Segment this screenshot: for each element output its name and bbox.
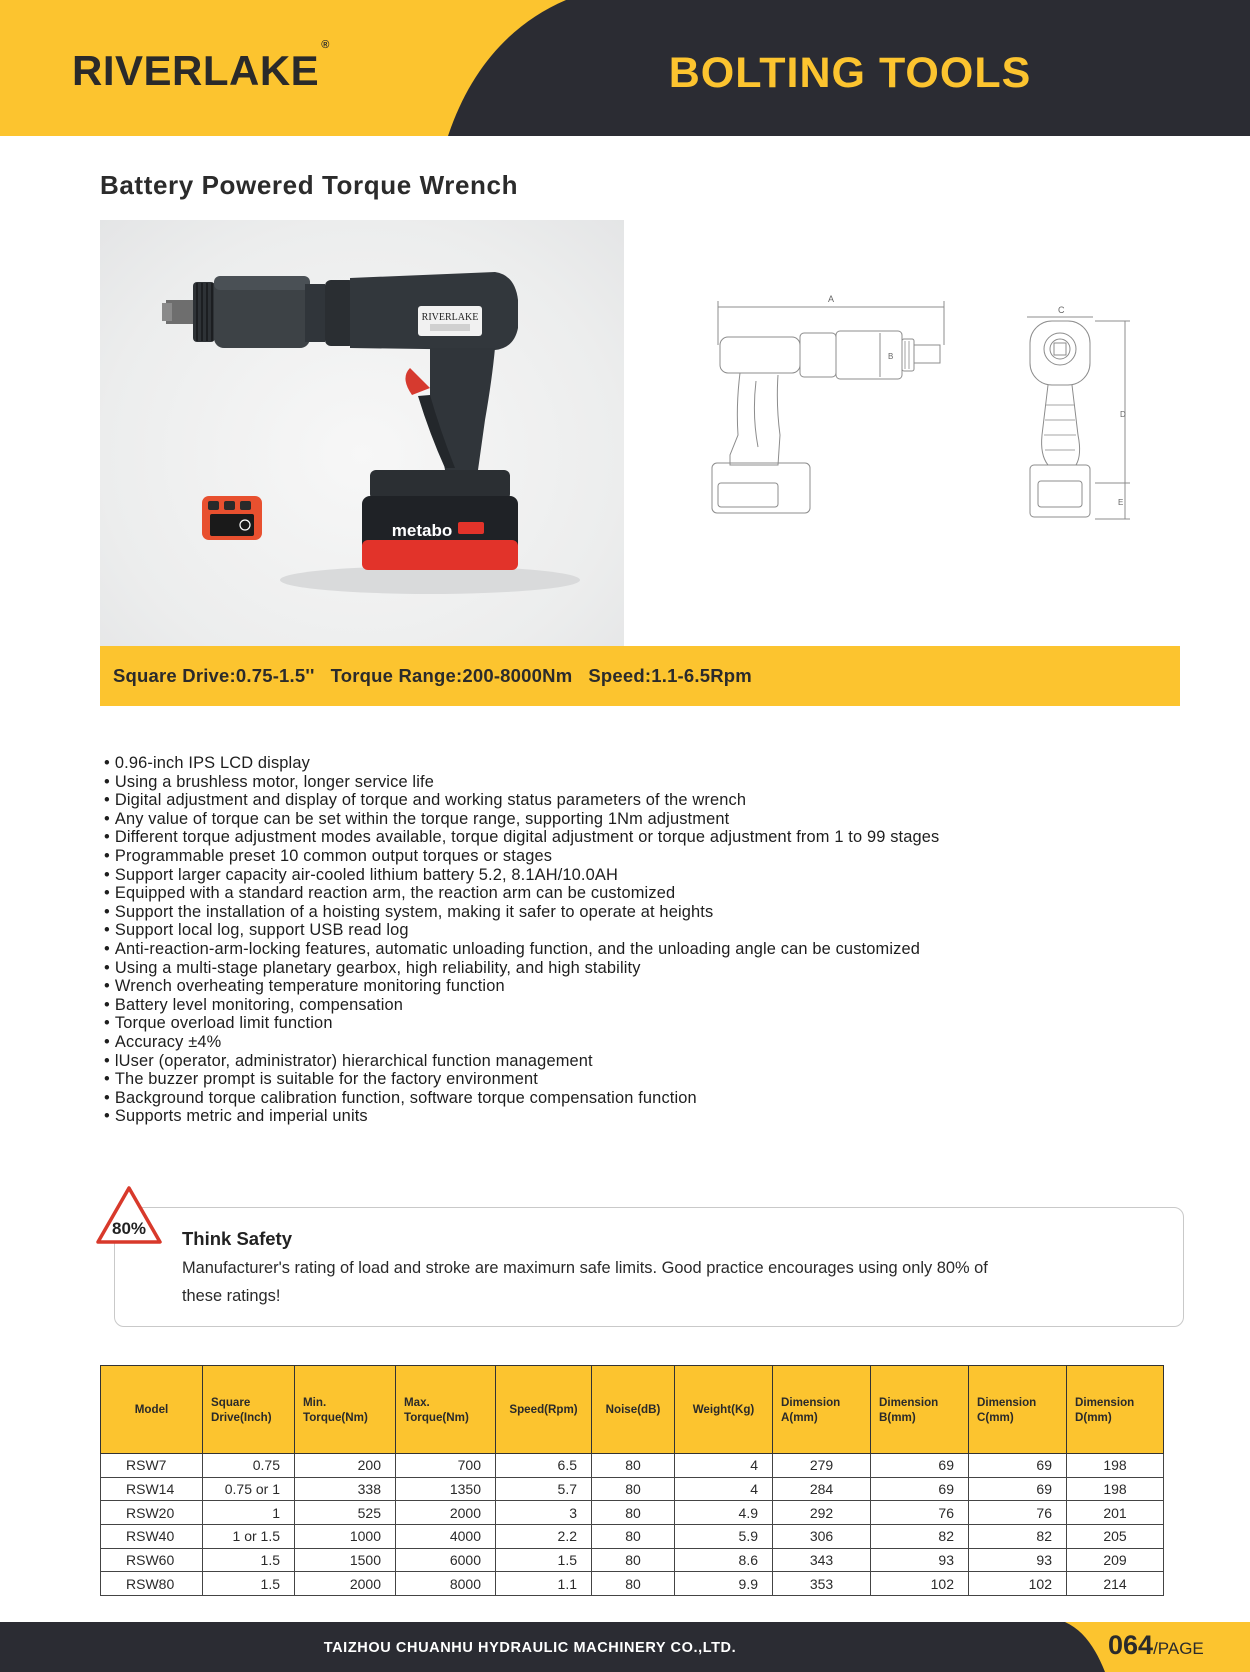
- table-row: [101, 1525, 1164, 1549]
- safety-badge: 80%: [111, 1219, 147, 1238]
- table-cell: 353: [773, 1572, 871, 1596]
- feature-item: • Support larger capacity air-cooled lithium battery 5.2, 8.1AH/10.0AH: [104, 866, 939, 885]
- table-cell: 80: [592, 1501, 675, 1525]
- feature-item: • Different torque adjustment modes available, torque digital adjustment or torque adjustment from 1 to 99 stages: [104, 828, 939, 847]
- feature-item: • lUser (operator, administrator) hierarchical function management: [104, 1052, 939, 1071]
- technical-drawing: [700, 285, 1180, 545]
- table-cell: 1.5: [496, 1548, 592, 1572]
- table-cell: 0.75 or 1: [203, 1477, 295, 1501]
- table-cell: 8.6: [675, 1548, 773, 1572]
- table-header-cell: Weight(Kg): [675, 1366, 773, 1454]
- feature-item: • Battery level monitoring, compensation: [104, 996, 939, 1015]
- table-cell: 201: [1067, 1501, 1164, 1525]
- spec-table: [100, 1365, 1164, 1596]
- table-cell: 69: [871, 1477, 969, 1501]
- table-cell: 3: [496, 1501, 592, 1525]
- feature-item: • Using a multi-stage planetary gearbox, high reliability, and high stability: [104, 959, 939, 978]
- table-cell: 1350: [396, 1477, 496, 1501]
- feature-item: • Any value of torque can be set within the torque range, supporting 1Nm adjustment: [104, 810, 939, 829]
- table-row: [101, 1477, 1164, 1501]
- battery-brand: metabo: [391, 521, 453, 540]
- feature-list: [104, 754, 939, 1126]
- table-cell: 2000: [396, 1501, 496, 1525]
- dim-label-d: D: [1120, 410, 1126, 419]
- table-cell: 80: [592, 1548, 675, 1572]
- table-header-cell: Dimension A(mm): [773, 1366, 871, 1454]
- brand-logo: RIVERLAKE®: [72, 39, 330, 94]
- table-cell: 1 or 1.5: [203, 1525, 295, 1549]
- model-cell: RSW14: [101, 1477, 203, 1501]
- table-cell: 69: [969, 1477, 1067, 1501]
- table-cell: 80: [592, 1477, 675, 1501]
- feature-item: • Supports metric and imperial units: [104, 1107, 939, 1126]
- warning-triangle-icon: [94, 1184, 164, 1248]
- table-row: [101, 1501, 1164, 1525]
- model-cell: RSW80: [101, 1572, 203, 1596]
- torque-wrench-illustration: [100, 220, 624, 646]
- feature-item: • Digital adjustment and display of torque and working status parameters of the wrench: [104, 791, 939, 810]
- product-photo: [100, 220, 624, 646]
- spec-summary-bar: [100, 646, 1180, 706]
- table-header-cell: Dimension C(mm): [969, 1366, 1067, 1454]
- table-cell: 6000: [396, 1548, 496, 1572]
- feature-item: • Wrench overheating temperature monitoring function: [104, 977, 939, 996]
- table-cell: 93: [969, 1548, 1067, 1572]
- table-header-cell: Dimension D(mm): [1067, 1366, 1164, 1454]
- table-cell: 209: [1067, 1548, 1164, 1572]
- model-cell: RSW20: [101, 1501, 203, 1525]
- table-cell: 214: [1067, 1572, 1164, 1596]
- table-cell: 1: [203, 1501, 295, 1525]
- table-cell: 4.9: [675, 1501, 773, 1525]
- table-cell: 279: [773, 1454, 871, 1478]
- table-header-cell: Speed(Rpm): [496, 1366, 592, 1454]
- table-cell: 93: [871, 1548, 969, 1572]
- table-cell: 8000: [396, 1572, 496, 1596]
- feature-item: • Background torque calibration function, software torque compensation function: [104, 1089, 939, 1108]
- dim-label-c: C: [1058, 305, 1065, 315]
- safety-title: Think Safety: [182, 1228, 292, 1249]
- tool-brand-label: RIVERLAKE: [421, 312, 479, 323]
- table-cell: 306: [773, 1525, 871, 1549]
- feature-item: • Using a brushless motor, longer service life: [104, 773, 939, 792]
- feature-item: • 0.96-inch IPS LCD display: [104, 754, 939, 773]
- feature-item: • Accuracy ±4%: [104, 1033, 939, 1052]
- feature-item: • Equipped with a standard reaction arm, the reaction arm can be customized: [104, 884, 939, 903]
- table-cell: 82: [969, 1525, 1067, 1549]
- feature-item: • The buzzer prompt is suitable for the factory environment: [104, 1070, 939, 1089]
- feature-item: • Support local log, support USB read log: [104, 921, 939, 940]
- table-cell: 80: [592, 1525, 675, 1549]
- feature-item: • Programmable preset 10 common output torques or stages: [104, 847, 939, 866]
- table-header-row: [101, 1366, 1164, 1454]
- table-header-cell: Noise(dB): [592, 1366, 675, 1454]
- table-header-cell: Dimension B(mm): [871, 1366, 969, 1454]
- table-cell: 1000: [295, 1525, 396, 1549]
- dim-label-a: A: [828, 294, 835, 304]
- table-cell: 4: [675, 1454, 773, 1478]
- table-cell: 1.1: [496, 1572, 592, 1596]
- table-cell: 338: [295, 1477, 396, 1501]
- table-cell: 102: [969, 1572, 1067, 1596]
- safety-text: Manufacturer's rating of load and stroke are maximurn safe limits. Good practice encourages using only 80% of these ratings!: [182, 1259, 988, 1305]
- table-cell: 700: [396, 1454, 496, 1478]
- feature-item: • Support the installation of a hoisting system, making it safer to operate at heights: [104, 903, 939, 922]
- table-cell: 205: [1067, 1525, 1164, 1549]
- table-cell: 1.5: [203, 1548, 295, 1572]
- spec-summary-text: Square Drive:0.75-1.5'' Torque Range:200-8000Nm Speed:1.1-6.5Rpm: [113, 665, 752, 686]
- table-cell: 1.5: [203, 1572, 295, 1596]
- table-cell: 69: [969, 1454, 1067, 1478]
- product-title: Battery Powered Torque Wrench: [100, 170, 519, 200]
- table-cell: 6.5: [496, 1454, 592, 1478]
- table-cell: 343: [773, 1548, 871, 1572]
- table-header-cell: Square Drive(Inch): [203, 1366, 295, 1454]
- table-header-cell: Model: [101, 1366, 203, 1454]
- table-cell: 5.7: [496, 1477, 592, 1501]
- table-row: [101, 1548, 1164, 1572]
- model-cell: RSW60: [101, 1548, 203, 1572]
- table-cell: 525: [295, 1501, 396, 1525]
- table-cell: 198: [1067, 1454, 1164, 1478]
- section-title: BOLTING TOOLS: [668, 49, 1032, 97]
- dim-label-e: E: [1118, 498, 1124, 507]
- dim-label-b: B: [888, 352, 894, 361]
- model-cell: RSW7: [101, 1454, 203, 1478]
- table-header-cell: Min. Torque(Nm): [295, 1366, 396, 1454]
- table-cell: 2.2: [496, 1525, 592, 1549]
- table-cell: 1500: [295, 1548, 396, 1572]
- table-cell: 198: [1067, 1477, 1164, 1501]
- feature-item: • Torque overload limit function: [104, 1014, 939, 1033]
- table-cell: 82: [871, 1525, 969, 1549]
- feature-item: • Anti-reaction-arm-locking features, automatic unloading function, and the unloading angle can be customized: [104, 940, 939, 959]
- table-cell: 200: [295, 1454, 396, 1478]
- table-row: [101, 1454, 1164, 1478]
- table-cell: 76: [871, 1501, 969, 1525]
- table-row: [101, 1572, 1164, 1596]
- table-cell: 4: [675, 1477, 773, 1501]
- table-cell: 5.9: [675, 1525, 773, 1549]
- table-cell: 4000: [396, 1525, 496, 1549]
- page-number: 064/PAGE: [1108, 1630, 1204, 1660]
- table-cell: 102: [871, 1572, 969, 1596]
- table-body: [101, 1454, 1164, 1596]
- table-cell: 9.9: [675, 1572, 773, 1596]
- table-header-cell: Max. Torque(Nm): [396, 1366, 496, 1454]
- table-cell: 69: [871, 1454, 969, 1478]
- table-cell: 0.75: [203, 1454, 295, 1478]
- table-cell: 2000: [295, 1572, 396, 1596]
- table-cell: 292: [773, 1501, 871, 1525]
- model-cell: RSW40: [101, 1525, 203, 1549]
- table-cell: 80: [592, 1572, 675, 1596]
- table-cell: 80: [592, 1454, 675, 1478]
- table-cell: 76: [969, 1501, 1067, 1525]
- table-cell: 284: [773, 1477, 871, 1501]
- footer-company: TAIZHOU CHUANHU HYDRAULIC MACHINERY CO.,LTD.: [323, 1640, 737, 1656]
